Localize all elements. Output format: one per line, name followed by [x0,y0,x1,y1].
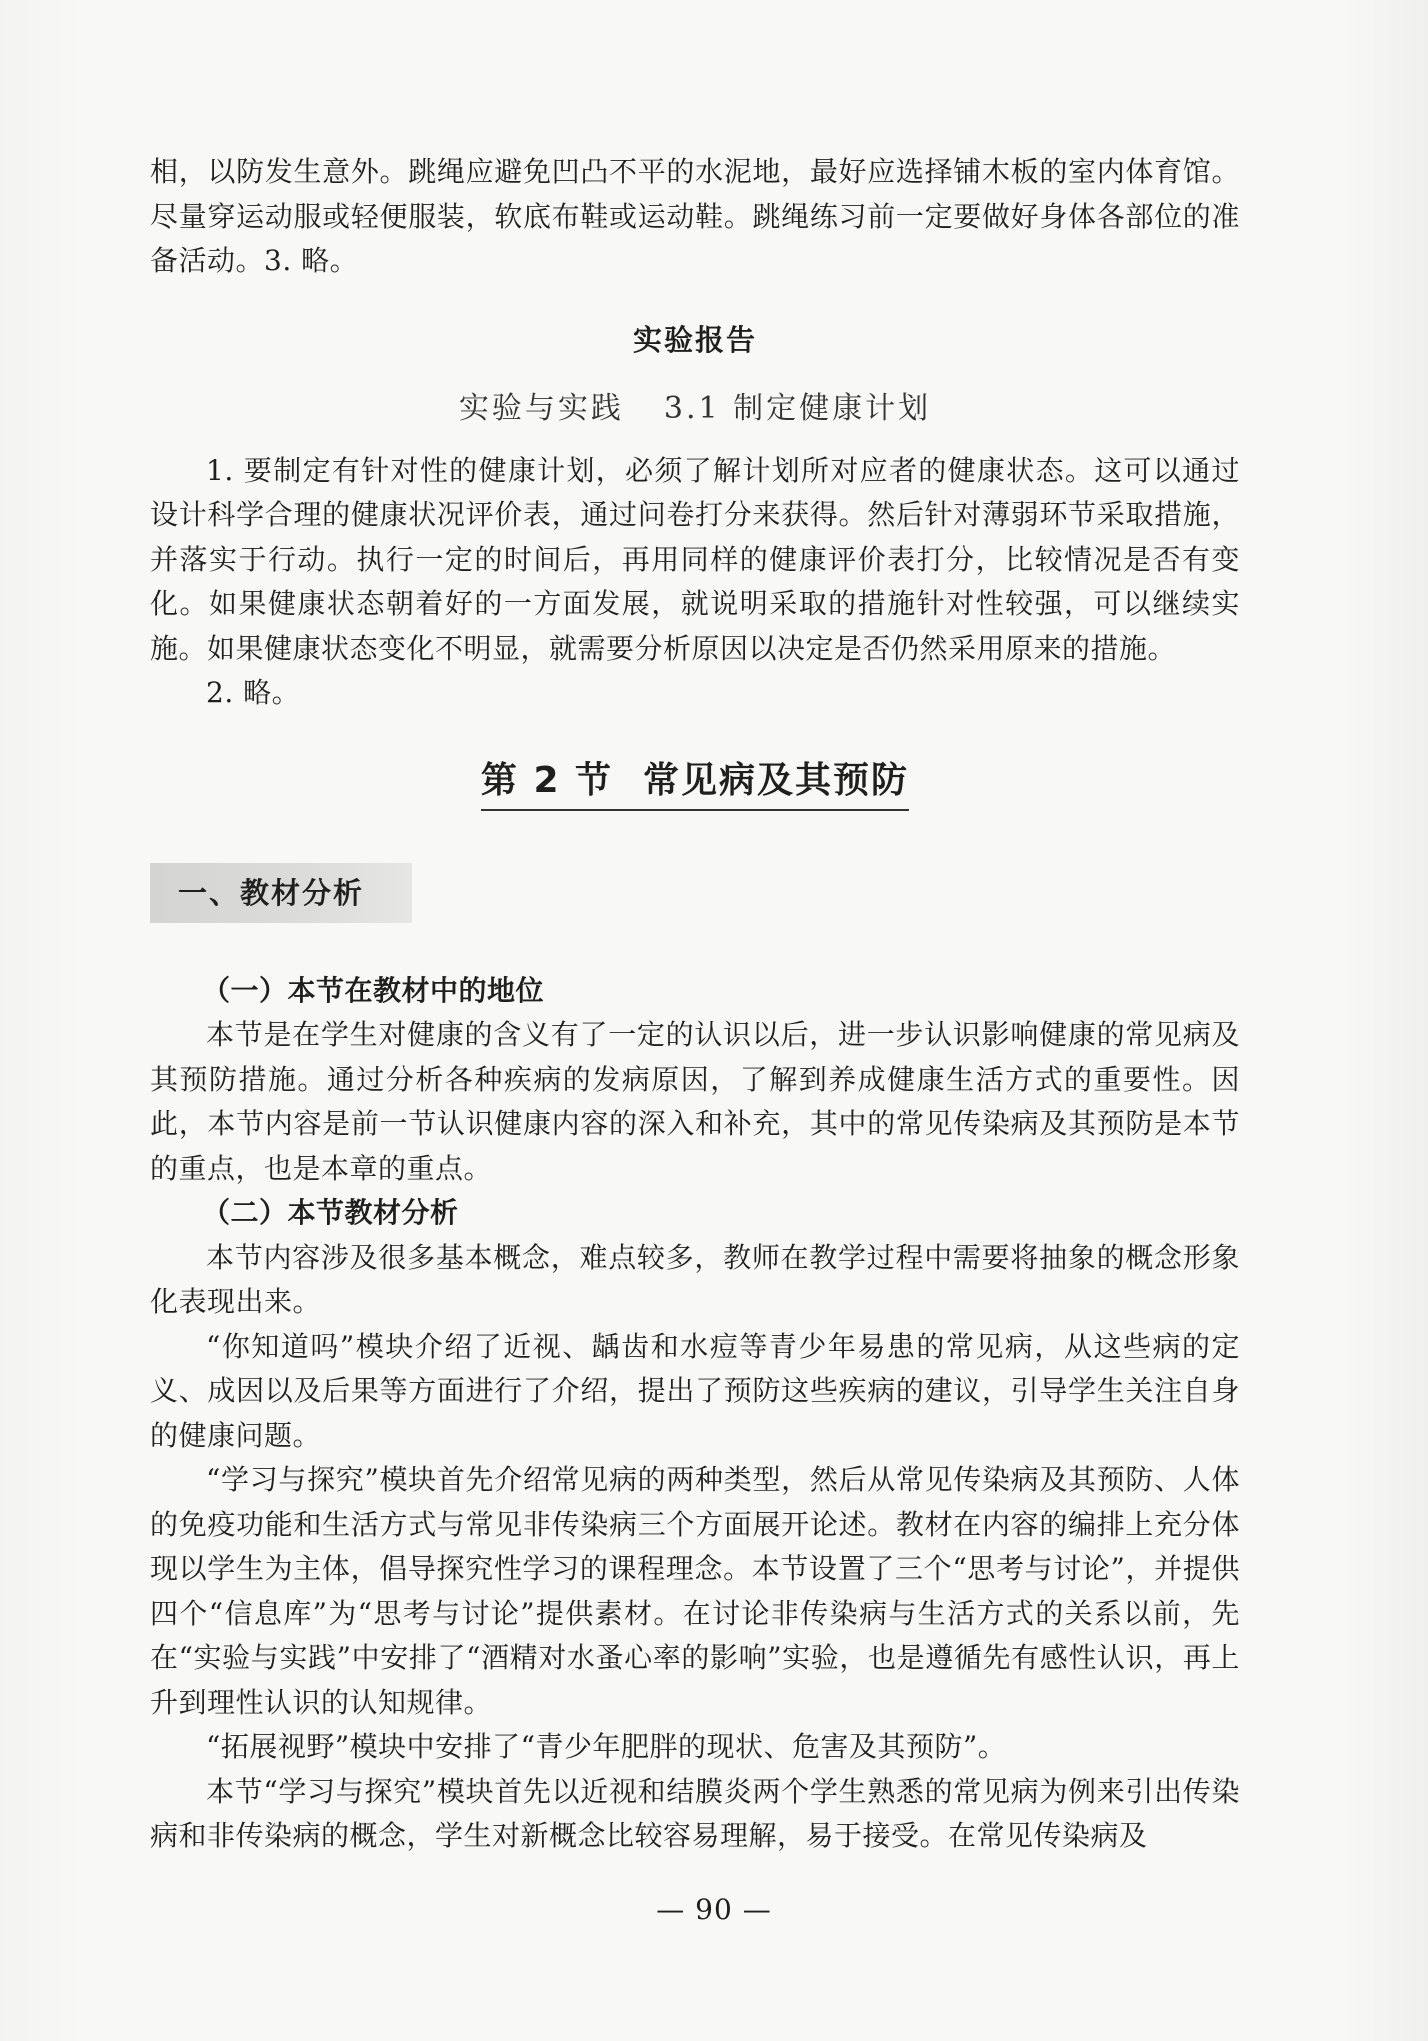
page-number: — 90 — [656,1893,772,1926]
paragraph-3: “你知道吗”模块介绍了近视、龋齿和水痘等青少年易患的常见病，从这些病的定义、成因以及后果等方面进行了介绍，提出了预防这些疾病的建议，引导学生关注自身的健康问题。 [150,1329,1240,1452]
page-content [150,150,1240,1859]
report-subtitle-right: 3.1 制定健康计划 [663,390,932,426]
paragraph-6: 本节“学习与探究”模块首先以近视和结膜炎两个学生熟悉的常见病为例来引出传染病和非传染病的概念，学生对新概念比较容易理解，易于接受。在常见传染病及 [150,1774,1240,1852]
sub-heading-2: （二）本节教材分析 [202,1196,459,1229]
analysis-heading: 一、教材分析 [150,863,412,923]
paragraph-2: 本节内容涉及很多基本概念，难点较多，教师在教学过程中需要将抽象的概念形象化表现出来。 [150,1240,1240,1318]
report-subtitle [150,383,1240,427]
paragraph-4: “学习与探究”模块首先介绍常见病的两种类型，然后从常见传染病及其预防、人体的免疫功能和生活方式与常见非传染病三个方面展开论述。教材在内容的编排上充分体现以学生为主体，倡导探究性学习的课程理念。本节设置了三个“思考与讨论”，并提供四个“信息库”为“思考与讨论”提供素材。在讨论非传染病与生活方式的关系以前，先在“实验与实践”中安排了“酒精对水蚤心率的影响”实验，也是遵循先有感性认识，再上升到理性认识的认知规律。 [150,1463,1240,1719]
report-title: 实验报告 [632,322,757,357]
report-item-2: 2. 略。 [206,676,301,709]
report-item-1: 1. 要制定有针对性的健康计划，必须了解计划所对应者的健康状态。这可以通过设计科学合理的健康状况评价表，通过问卷打分来获得。然后针对薄弱环节采取措施，并落实于行动。执行一定的时间后，再用同样的健康评价表打分，比较情况是否有变化。如果健康状态朝着好的一方面发展，就说明采取的措施针对性较强，可以继续实施。如果健康状态变化不明显，就需要分析原因以决定是否仍然采用原来的措施。 [150,453,1240,665]
continuation-paragraph: 相，以防发生意外。跳绳应避免凹凸不平的水泥地，最好应选择铺木板的室内体育馆。尽量穿运动服或轻便服装，软底布鞋或运动鞋。跳绳练习前一定要做好身体各部位的准备活动。3. 略。 [150,155,1240,277]
paragraph-5: “拓展视野”模块中安排了“青少年肥胖的现状、危害及其预防”。 [206,1730,1007,1763]
paragraph-1: 本节是在学生对健康的含义有了一定的认识以后，进一步认识影响健康的常见病及其预防措施。通过分析各种疾病的发病原因，了解到养成健康生活方式的重要性。因此，本节内容是前一节认识健康内容的深入和补充，其中的常见传染病及其预防是本节的重点，也是本章的重点。 [150,1018,1240,1185]
section-title [481,752,909,811]
sub-heading-1: （一）本节在教材中的地位 [202,973,545,1007]
report-subtitle-left: 实验与实践 [458,390,624,426]
section-heading [150,752,1240,811]
section-number: 第 2 节 [480,759,614,801]
section-name: 常见病及其预防 [643,759,910,801]
